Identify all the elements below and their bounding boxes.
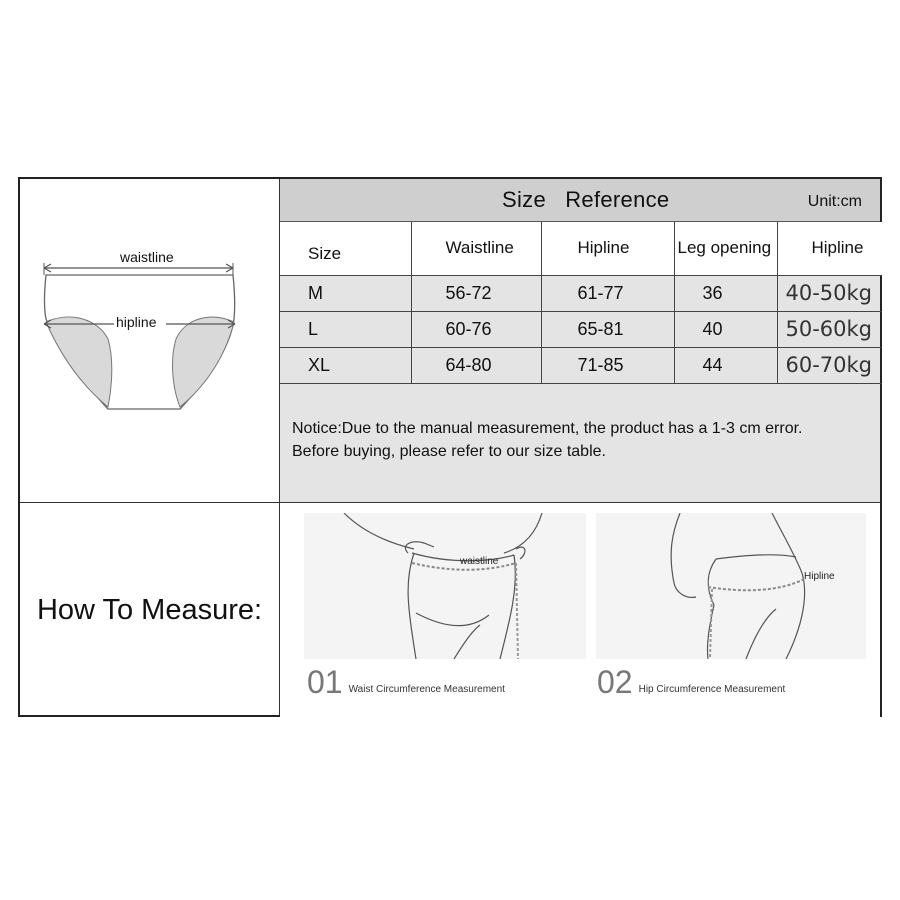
table-cell: M	[280, 275, 411, 311]
how-to-measure-cell	[20, 503, 279, 717]
table-row	[280, 347, 882, 383]
step-label: Hip Circumference Measurement	[638, 684, 786, 695]
step-hip	[597, 664, 786, 700]
step-number: 02	[597, 664, 633, 700]
table-cell: 56-72	[411, 275, 541, 311]
table-cell: L	[280, 311, 411, 347]
table-cell: 65-81	[541, 311, 674, 347]
table-cell: 44	[674, 347, 777, 383]
waist-measure-figure	[304, 513, 586, 659]
table-row	[280, 275, 882, 311]
column-header: Waistline	[411, 222, 541, 275]
size-reference-panel	[280, 179, 880, 502]
table-cell: 50-60kg	[777, 311, 882, 347]
table-cell: 40	[674, 311, 777, 347]
table-cell: 71-85	[541, 347, 674, 383]
right-leg-opening	[173, 317, 234, 407]
notice-line: Before buying, please refer to our size table.	[292, 443, 606, 460]
size-reference-title: Size Reference	[502, 187, 670, 212]
waist-figure-drawing	[304, 513, 586, 659]
size-chart-frame	[18, 177, 882, 717]
measure-instructions	[280, 503, 880, 717]
table-cell: XL	[280, 347, 411, 383]
column-header: Hipline	[541, 222, 674, 275]
unit-label: Unit:cm	[807, 193, 862, 210]
table-cell: 64-80	[411, 347, 541, 383]
column-header: Hipline	[777, 222, 882, 275]
notice-line: Notice:Due to the manual measurement, the product has a 1-3 cm error.	[292, 420, 803, 437]
hip-measure-figure	[596, 513, 866, 659]
how-to-measure-title: How To Measure:	[36, 593, 263, 626]
table-header-row	[280, 222, 882, 275]
table-row	[280, 311, 882, 347]
step-number: 01	[307, 664, 343, 700]
size-table	[280, 222, 882, 384]
notice-text	[292, 417, 877, 463]
size-reference-header	[280, 179, 880, 222]
step-label: Waist Circumference Measurement	[348, 684, 505, 695]
waistline-label: waistline	[120, 249, 174, 265]
table-cell: 60-76	[411, 311, 541, 347]
table-cell: 36	[674, 275, 777, 311]
step-waist	[307, 664, 505, 700]
hip-figure-drawing	[596, 513, 866, 659]
briefs-illustration	[20, 179, 279, 502]
column-header: Leg opening	[674, 222, 777, 275]
briefs-diagram	[20, 179, 279, 502]
hip-figure-label: Hipline	[804, 571, 835, 582]
column-header: Size	[280, 222, 411, 275]
table-cell: 40-50kg	[777, 275, 882, 311]
table-cell: 60-70kg	[777, 347, 882, 383]
hipline-label: hipline	[116, 314, 157, 330]
table-cell: 61-77	[541, 275, 674, 311]
waist-figure-label: waistline	[460, 556, 499, 567]
left-leg-opening	[46, 317, 112, 407]
